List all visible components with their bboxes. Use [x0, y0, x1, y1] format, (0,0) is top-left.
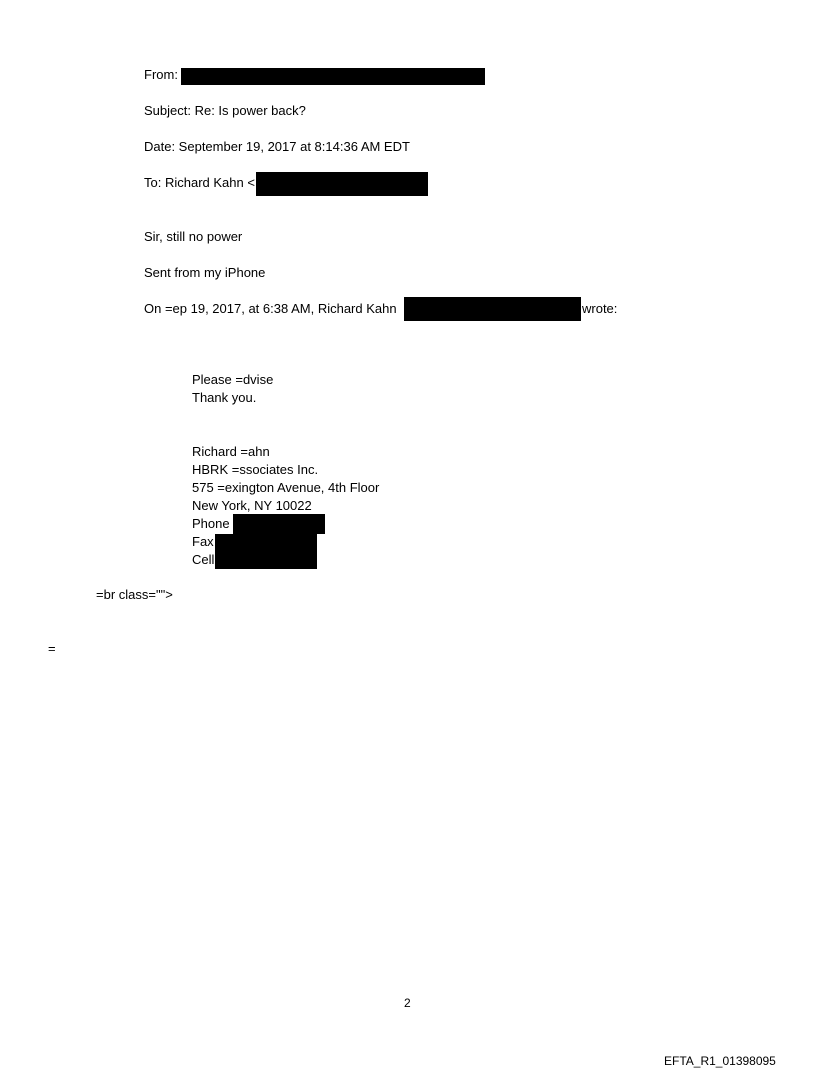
signature-company: HBRK =ssociates Inc. [192, 462, 319, 477]
signature-address-1: 575 =exington Avenue, 4th Floor [192, 480, 380, 495]
document-id: EFTA_R1_01398095 [664, 1054, 776, 1068]
redaction-phone [233, 514, 325, 534]
redaction-to-address [256, 172, 428, 196]
signature-address-2: New York, NY 10022 [192, 498, 312, 513]
to-line: To: Richard Kahn < [144, 175, 255, 190]
page-number: 2 [404, 996, 411, 1010]
redaction-quote-address [404, 297, 581, 321]
redaction-from-address [181, 68, 485, 85]
date-line: Date: September 19, 2017 at 8:14:36 AM EDT [144, 139, 410, 154]
from-label: From: [144, 67, 178, 82]
quote-intro: On =ep 19, 2017, at 6:38 AM, Richard Kahn [144, 301, 397, 316]
signature-cell-label: Cell [192, 552, 215, 567]
body-line-2: Sent from my iPhone [144, 265, 266, 280]
signature-fax-label: Fax [192, 534, 214, 549]
subject-line: Subject: Re: Is power back? [144, 103, 306, 118]
quoted-line-2: Thank you. [192, 390, 257, 405]
signature-name: Richard =ahn [192, 444, 270, 459]
quote-intro-wrote: wrote: [582, 301, 618, 316]
equals-artifact: = [48, 641, 56, 656]
signature-phone-label: Phone [192, 516, 230, 531]
body-line-1: Sir, still no power [144, 229, 243, 244]
quoted-line-1: Please =dvise [192, 372, 274, 387]
redaction-fax-cell [215, 534, 317, 569]
html-artifact-br: =br class=""> [96, 587, 173, 602]
